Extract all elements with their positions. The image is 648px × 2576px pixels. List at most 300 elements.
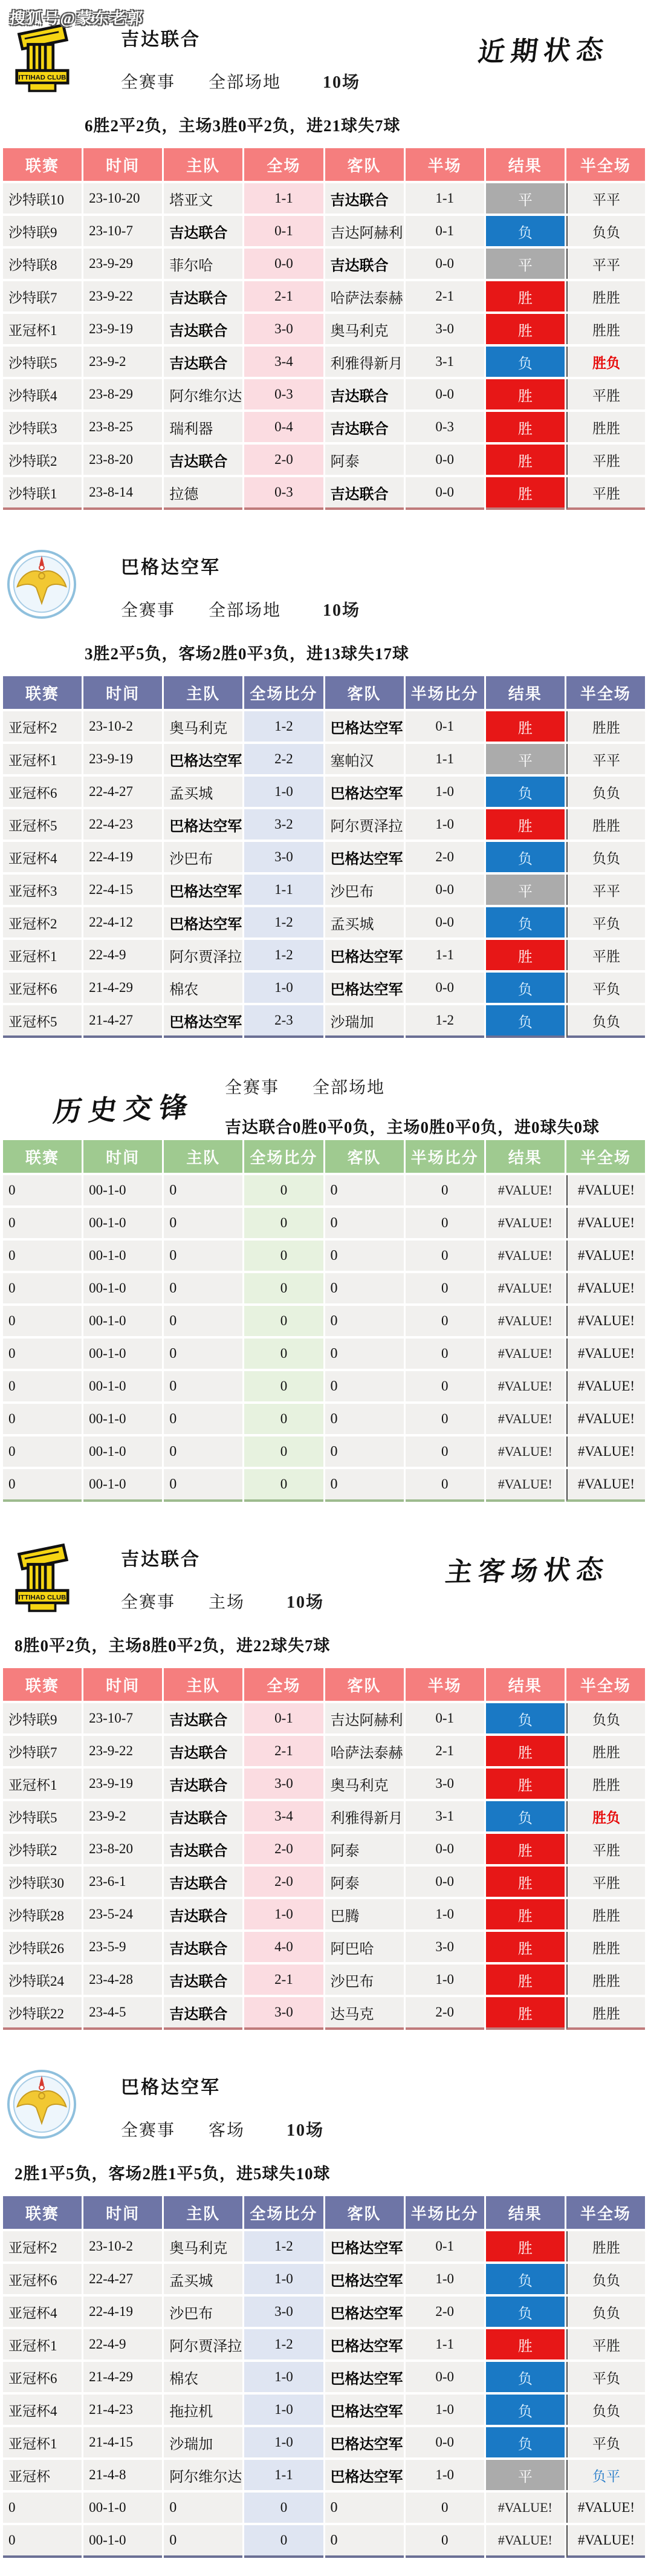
column-header: 客队 xyxy=(325,676,404,709)
result-badge: 胜 xyxy=(486,1834,565,1864)
result-badge: 胜 xyxy=(486,711,565,742)
fulltime-score-cell: 3-4 xyxy=(244,347,323,377)
result-badge: 负 xyxy=(486,907,565,937)
result-badge: #VALUE! xyxy=(486,1404,565,1434)
halftime-score-cell: 0-1 xyxy=(406,216,484,246)
home-team-cell: 沙瑞加 xyxy=(164,2427,242,2457)
away-team-cell: 阿巴哈 xyxy=(325,1932,404,1962)
home-team-cell: 巴格达空军 xyxy=(164,907,242,937)
column-header: 结果 xyxy=(486,2196,565,2229)
fulltime-score-cell: 1-2 xyxy=(244,2231,323,2261)
date-cell: 23-9-19 xyxy=(83,1769,162,1799)
league-cell: 沙特联7 xyxy=(3,1736,82,1766)
league-cell: 0 xyxy=(3,2525,82,2558)
date-cell: 23-9-22 xyxy=(83,1736,162,1766)
away-team-cell: 巴格达空军 xyxy=(325,777,404,807)
column-header: 半场比分 xyxy=(406,676,484,709)
away-team-cell: 0 xyxy=(325,1208,404,1238)
result-badge: 胜 xyxy=(486,940,565,970)
halftime-score-cell: 0 xyxy=(406,2525,484,2558)
date-cell: 23-5-9 xyxy=(83,1932,162,1962)
away-team-cell: 达马克 xyxy=(325,1997,404,2030)
away-team-cell: 0 xyxy=(325,1241,404,1271)
half-full-cell: 平胜 xyxy=(566,445,645,475)
date-cell: 23-8-29 xyxy=(83,379,162,409)
away-team-cell: 0 xyxy=(325,1273,404,1303)
match-row xyxy=(3,1834,645,1864)
section-team1-recent xyxy=(0,0,648,512)
halftime-score-cell: 0-0 xyxy=(406,2362,484,2392)
away-team-cell: 吉达联合 xyxy=(325,477,404,510)
match-row xyxy=(3,1306,645,1336)
date-cell: 00-1-0 xyxy=(83,1306,162,1336)
fulltime-score-cell: 1-0 xyxy=(244,2395,323,2425)
team-name: 巴格达空军 xyxy=(121,558,221,578)
half-full-cell: 负平 xyxy=(566,2460,645,2490)
result-badge: 胜 xyxy=(486,1899,565,1929)
result-badge: 平 xyxy=(486,2460,565,2490)
fulltime-score-cell: 2-0 xyxy=(244,1834,323,1864)
halftime-score-cell: 0 xyxy=(406,1436,484,1467)
home-team-cell: 巴格达空军 xyxy=(164,744,242,774)
halftime-score-cell: 2-0 xyxy=(406,2297,484,2327)
away-team-cell: 巴格达空军 xyxy=(325,711,404,742)
result-badge: #VALUE! xyxy=(486,2493,565,2523)
match-row xyxy=(3,875,645,905)
date-cell: 22-4-27 xyxy=(83,2264,162,2294)
league-cell: 0 xyxy=(3,1339,82,1369)
halftime-score-cell: 0-0 xyxy=(406,249,484,279)
away-team-cell: 0 xyxy=(325,1404,404,1434)
away-team-cell: 吉达联合 xyxy=(325,412,404,442)
half-full-cell: 胜胜 xyxy=(566,2231,645,2261)
date-cell: 23-9-2 xyxy=(83,1801,162,1831)
halftime-score-cell: 1-0 xyxy=(406,2395,484,2425)
league-cell: 0 xyxy=(3,1241,82,1271)
halftime-score-cell: 3-0 xyxy=(406,314,484,344)
date-cell: 23-9-2 xyxy=(83,347,162,377)
away-team-cell: 沙瑞加 xyxy=(325,1005,404,1038)
history-table xyxy=(1,1138,647,1504)
away-team-cell: 阿泰 xyxy=(325,445,404,475)
result-badge: 胜 xyxy=(486,445,565,475)
league-cell: 亚冠杯1 xyxy=(3,744,82,774)
match-count: 10场 xyxy=(323,601,361,620)
halftime-score-cell: 0-0 xyxy=(406,1834,484,1864)
halftime-score-cell: 2-0 xyxy=(406,1997,484,2030)
section-team2-recent xyxy=(0,528,648,1040)
column-header: 全场比分 xyxy=(244,2196,323,2229)
result-badge: 胜 xyxy=(486,1769,565,1799)
half-full-cell: 胜胜 xyxy=(566,1997,645,2030)
home-team-cell: 0 xyxy=(164,1208,242,1238)
date-cell: 23-10-7 xyxy=(83,216,162,246)
result-badge: 负 xyxy=(486,2395,565,2425)
match-row xyxy=(3,1736,645,1766)
result-badge: #VALUE! xyxy=(486,1273,565,1303)
half-full-cell: 平胜 xyxy=(566,1867,645,1897)
away-team-cell: 吉达联合 xyxy=(325,379,404,409)
halftime-score-cell: 0 xyxy=(406,1371,484,1401)
match-row xyxy=(3,711,645,742)
result-badge: #VALUE! xyxy=(486,1175,565,1205)
date-cell: 23-8-20 xyxy=(83,445,162,475)
match-row xyxy=(3,412,645,442)
team-name: 巴格达空军 xyxy=(121,2078,221,2098)
date-cell: 21-4-8 xyxy=(83,2460,162,2490)
home-team-cell: 吉达联合 xyxy=(164,216,242,246)
away-team-cell: 0 xyxy=(325,2493,404,2523)
half-full-cell: 负负 xyxy=(566,2264,645,2294)
league-cell: 亚冠杯1 xyxy=(3,314,82,344)
fulltime-score-cell: 0-4 xyxy=(244,412,323,442)
halftime-score-cell: 0-0 xyxy=(406,1867,484,1897)
away-team-cell: 0 xyxy=(325,2525,404,2558)
date-cell: 00-1-0 xyxy=(83,1241,162,1271)
league-cell: 亚冠杯 xyxy=(3,2460,82,2490)
half-full-cell: 平负 xyxy=(566,2362,645,2392)
away-team-cell: 巴格达空军 xyxy=(325,2362,404,2392)
result-badge: 胜 xyxy=(486,809,565,840)
match-row xyxy=(3,281,645,311)
column-header: 客队 xyxy=(325,2196,404,2229)
away-team-cell: 巴格达空军 xyxy=(325,940,404,970)
fulltime-score-cell: 1-0 xyxy=(244,973,323,1003)
half-full-cell: 胜胜 xyxy=(566,1932,645,1962)
match-row xyxy=(3,379,645,409)
home-team-cell: 孟买城 xyxy=(164,2264,242,2294)
league-cell: 亚冠杯3 xyxy=(3,875,82,905)
away-team-cell: 阿泰 xyxy=(325,1834,404,1864)
home-team-cell: 阿尔维尔达 xyxy=(164,379,242,409)
halftime-score-cell: 0-0 xyxy=(406,2427,484,2457)
fulltime-score-cell: 3-4 xyxy=(244,1801,323,1831)
fulltime-score-cell: 3-0 xyxy=(244,314,323,344)
result-badge: 平 xyxy=(486,875,565,905)
away-team-cell: 阿尔贾泽拉 xyxy=(325,809,404,840)
result-badge: 负 xyxy=(486,2264,565,2294)
halftime-score-cell: 1-1 xyxy=(406,744,484,774)
league-cell: 亚冠杯4 xyxy=(3,2395,82,2425)
match-row xyxy=(3,940,645,970)
match-row xyxy=(3,1339,645,1369)
league-cell: 沙特联7 xyxy=(3,281,82,311)
record-summary: 2胜1平5负，客场2胜1平5负，进5球失10球 xyxy=(15,2165,331,2183)
home-team-cell: 吉达联合 xyxy=(164,1899,242,1929)
home-team-cell: 阿尔贾泽拉 xyxy=(164,2329,242,2359)
away-team-cell: 吉达联合 xyxy=(325,249,404,279)
halftime-score-cell: 1-0 xyxy=(406,1965,484,1995)
column-header: 主队 xyxy=(164,148,242,181)
venue-label: 全部场地 xyxy=(209,73,282,92)
match-row xyxy=(3,1899,645,1929)
result-badge: 胜 xyxy=(486,281,565,311)
away-team-cell: 吉达联合 xyxy=(325,183,404,214)
away-team-cell: 奥马利克 xyxy=(325,1769,404,1799)
league-cell: 亚冠杯5 xyxy=(3,1005,82,1038)
svg-text:ITTIHAD CLUB: ITTIHAD CLUB xyxy=(18,74,66,82)
column-header: 客队 xyxy=(325,1140,404,1173)
result-badge: 负 xyxy=(486,842,565,872)
home-team-cell: 吉达联合 xyxy=(164,1997,242,2030)
away-team-cell: 吉达阿赫利 xyxy=(325,216,404,246)
match-row xyxy=(3,1273,645,1303)
home-team-cell: 0 xyxy=(164,2493,242,2523)
league-cell: 亚冠杯6 xyxy=(3,973,82,1003)
league-cell: 亚冠杯6 xyxy=(3,2264,82,2294)
block-title-home-away-form: 主客场状态 xyxy=(444,1554,611,1588)
away-team-cell: 塞帕汉 xyxy=(325,744,404,774)
half-full-cell: 胜胜 xyxy=(566,1769,645,1799)
result-badge: 胜 xyxy=(486,2329,565,2359)
record-summary: 3胜2平5负，客场2胜0平3负，进13球失17球 xyxy=(85,645,409,663)
half-full-cell: #VALUE! xyxy=(566,1404,645,1434)
half-full-cell: 胜胜 xyxy=(566,809,645,840)
date-cell: 22-4-27 xyxy=(83,777,162,807)
halftime-score-cell: 0 xyxy=(406,1339,484,1369)
date-cell: 23-6-1 xyxy=(83,1867,162,1897)
column-header: 结果 xyxy=(486,1140,565,1173)
halftime-score-cell: 0-1 xyxy=(406,2231,484,2261)
date-cell: 00-1-0 xyxy=(83,1404,162,1434)
halftime-score-cell: 1-0 xyxy=(406,1899,484,1929)
match-row xyxy=(3,973,645,1003)
halftime-score-cell: 0-0 xyxy=(406,445,484,475)
league-cell: 沙特联2 xyxy=(3,445,82,475)
venue-label: 客场 xyxy=(209,2121,245,2140)
half-full-cell: #VALUE! xyxy=(566,1371,645,1401)
match-count: 10场 xyxy=(323,73,361,92)
away-team-cell: 奥马利克 xyxy=(325,314,404,344)
halftime-score-cell: 3-0 xyxy=(406,1932,484,1962)
date-cell: 00-1-0 xyxy=(83,1436,162,1467)
match-row xyxy=(3,2362,645,2392)
match-row xyxy=(3,1404,645,1434)
match-row xyxy=(3,1997,645,2030)
league-cell: 沙特联8 xyxy=(3,249,82,279)
column-header: 主队 xyxy=(164,1668,242,1701)
date-cell: 22-4-19 xyxy=(83,2297,162,2327)
halftime-score-cell: 3-1 xyxy=(406,1801,484,1831)
half-full-cell: 平负 xyxy=(566,973,645,1003)
scope-label: 全赛事 xyxy=(121,2121,176,2140)
half-full-cell: 胜负 xyxy=(566,1801,645,1831)
half-full-cell: #VALUE! xyxy=(566,1306,645,1336)
column-header: 半全场 xyxy=(566,1668,645,1701)
match-row xyxy=(3,2525,645,2558)
match-row xyxy=(3,216,645,246)
svg-text:ITTIHAD CLUB: ITTIHAD CLUB xyxy=(18,1594,66,1602)
league-cell: 亚冠杯1 xyxy=(3,1769,82,1799)
away-team-cell: 0 xyxy=(325,1436,404,1467)
half-full-cell: 负负 xyxy=(566,2395,645,2425)
result-badge: 胜 xyxy=(486,412,565,442)
match-row xyxy=(3,183,645,214)
record-summary: 吉达联合0胜0平0负，主场0胜0平0负，进0球失0球 xyxy=(225,1118,600,1136)
halftime-score-cell: 0 xyxy=(406,1208,484,1238)
match-row xyxy=(3,907,645,937)
column-header: 半场 xyxy=(406,1668,484,1701)
half-full-cell: 平胜 xyxy=(566,477,645,510)
fulltime-score-cell: 1-1 xyxy=(244,875,323,905)
half-full-cell: 胜胜 xyxy=(566,412,645,442)
halftime-score-cell: 2-1 xyxy=(406,281,484,311)
result-badge: 负 xyxy=(486,2427,565,2457)
half-full-cell: 平负 xyxy=(566,907,645,937)
away-team-cell: 巴格达空军 xyxy=(325,2329,404,2359)
column-header: 时间 xyxy=(83,676,162,709)
away-team-cell: 沙巴布 xyxy=(325,875,404,905)
fulltime-score-cell: 3-2 xyxy=(244,809,323,840)
fulltime-score-cell: 1-0 xyxy=(244,2427,323,2457)
league-cell: 亚冠杯2 xyxy=(3,2231,82,2261)
match-row xyxy=(3,445,645,475)
date-cell: 23-8-14 xyxy=(83,477,162,510)
league-cell: 沙特联5 xyxy=(3,347,82,377)
result-badge: 胜 xyxy=(486,379,565,409)
home-team-cell: 吉达联合 xyxy=(164,1867,242,1897)
date-cell: 21-4-29 xyxy=(83,973,162,1003)
fulltime-score-cell: 2-1 xyxy=(244,281,323,311)
league-cell: 0 xyxy=(3,1371,82,1401)
half-full-cell: 负负 xyxy=(566,2297,645,2327)
half-full-cell: 胜胜 xyxy=(566,711,645,742)
halftime-score-cell: 0 xyxy=(406,1404,484,1434)
home-team-cell: 塔亚文 xyxy=(164,183,242,214)
result-badge: 胜 xyxy=(486,1965,565,1995)
column-header: 时间 xyxy=(83,2196,162,2229)
home-team-cell: 奥马利克 xyxy=(164,2231,242,2261)
column-header: 半场比分 xyxy=(406,2196,484,2229)
column-header: 半全场 xyxy=(566,2196,645,2229)
away-team-cell: 孟买城 xyxy=(325,907,404,937)
date-cell: 23-9-29 xyxy=(83,249,162,279)
home-team-cell: 拉德 xyxy=(164,477,242,510)
match-row xyxy=(3,2395,645,2425)
filter-row xyxy=(121,1589,324,1613)
date-cell: 22-4-12 xyxy=(83,907,162,937)
halftime-score-cell: 1-1 xyxy=(406,183,484,214)
column-header: 联赛 xyxy=(3,2196,82,2229)
match-row xyxy=(3,2427,645,2457)
home-team-cell: 0 xyxy=(164,1175,242,1205)
halftime-score-cell: 1-1 xyxy=(406,2329,484,2359)
match-row xyxy=(3,1867,645,1897)
record-summary: 8胜0平2负，主场8胜0平2负，进22球失7球 xyxy=(15,1637,331,1655)
league-cell: 沙特联10 xyxy=(3,183,82,214)
match-row xyxy=(3,809,645,840)
away-team-cell: 巴格达空军 xyxy=(325,2460,404,2490)
date-cell: 22-4-9 xyxy=(83,2329,162,2359)
halftime-score-cell: 0-3 xyxy=(406,412,484,442)
match-row xyxy=(3,1932,645,1962)
league-cell: 亚冠杯4 xyxy=(3,2297,82,2327)
column-header: 全场比分 xyxy=(244,676,323,709)
fulltime-score-cell: 2-0 xyxy=(244,445,323,475)
home-team-cell: 吉达联合 xyxy=(164,1703,242,1733)
date-cell: 23-10-7 xyxy=(83,1703,162,1733)
half-full-cell: 平胜 xyxy=(566,940,645,970)
league-cell: 沙特联9 xyxy=(3,216,82,246)
date-cell: 22-4-9 xyxy=(83,940,162,970)
date-cell: 23-8-25 xyxy=(83,412,162,442)
fulltime-score-cell: 3-0 xyxy=(244,842,323,872)
result-badge: 负 xyxy=(486,1703,565,1733)
half-full-cell: 胜胜 xyxy=(566,1965,645,1995)
section-team1-home xyxy=(0,1520,648,2032)
column-header: 全场 xyxy=(244,1668,323,1701)
home-team-cell: 吉达联合 xyxy=(164,1801,242,1831)
home-team-cell: 巴格达空军 xyxy=(164,1005,242,1038)
fulltime-score-cell: 0 xyxy=(244,2493,323,2523)
result-badge: 负 xyxy=(486,347,565,377)
date-cell: 23-4-5 xyxy=(83,1997,162,2030)
half-full-cell: #VALUE! xyxy=(566,1175,645,1205)
section-head-to-head xyxy=(0,1056,648,1504)
half-full-cell: #VALUE! xyxy=(566,1241,645,1271)
match-row xyxy=(3,1371,645,1401)
home-team-cell: 吉达联合 xyxy=(164,445,242,475)
fulltime-score-cell: 2-3 xyxy=(244,1005,323,1038)
column-header: 主队 xyxy=(164,676,242,709)
match-row xyxy=(3,477,645,510)
fulltime-score-cell: 0-3 xyxy=(244,379,323,409)
fulltime-score-cell: 1-0 xyxy=(244,2264,323,2294)
home-team-cell: 0 xyxy=(164,1469,242,1502)
date-cell: 00-1-0 xyxy=(83,1175,162,1205)
result-badge: 胜 xyxy=(486,2231,565,2261)
result-badge: 胜 xyxy=(486,1867,565,1897)
league-cell: 亚冠杯5 xyxy=(3,809,82,840)
away-team-cell: 0 xyxy=(325,1339,404,1369)
half-full-cell: 负负 xyxy=(566,842,645,872)
league-cell: 沙特联5 xyxy=(3,1801,82,1831)
away-team-cell: 哈萨法泰赫 xyxy=(325,281,404,311)
home-team-cell: 吉达联合 xyxy=(164,1932,242,1962)
matches-table xyxy=(1,146,647,512)
home-team-cell: 阿尔贾泽拉 xyxy=(164,940,242,970)
fulltime-score-cell: 0 xyxy=(244,1208,323,1238)
away-team-cell: 巴格达空军 xyxy=(325,842,404,872)
home-team-cell: 拖拉机 xyxy=(164,2395,242,2425)
filter-row xyxy=(225,1074,600,1098)
halftime-score-cell: 0-0 xyxy=(406,379,484,409)
away-team-cell: 利雅得新月 xyxy=(325,1801,404,1831)
date-cell: 23-9-19 xyxy=(83,314,162,344)
home-team-cell: 0 xyxy=(164,1436,242,1467)
home-team-cell: 奥马利克 xyxy=(164,711,242,742)
column-header: 半场 xyxy=(406,148,484,181)
column-header: 主队 xyxy=(164,2196,242,2229)
match-row xyxy=(3,2460,645,2490)
match-row xyxy=(3,1208,645,1238)
column-header: 半场比分 xyxy=(406,1140,484,1173)
match-row xyxy=(3,1965,645,1995)
home-team-cell: 阿尔维尔达 xyxy=(164,2460,242,2490)
result-badge: #VALUE! xyxy=(486,1306,565,1336)
result-badge: 负 xyxy=(486,2362,565,2392)
fulltime-score-cell: 0 xyxy=(244,1404,323,1434)
column-header: 联赛 xyxy=(3,148,82,181)
result-badge: 胜 xyxy=(486,1736,565,1766)
date-cell: 00-1-0 xyxy=(83,2493,162,2523)
half-full-cell: 负负 xyxy=(566,1703,645,1733)
match-row xyxy=(3,314,645,344)
away-team-cell: 巴格达空军 xyxy=(325,2231,404,2261)
fulltime-score-cell: 2-1 xyxy=(244,1965,323,1995)
home-team-cell: 棉农 xyxy=(164,973,242,1003)
fulltime-score-cell: 1-0 xyxy=(244,2362,323,2392)
